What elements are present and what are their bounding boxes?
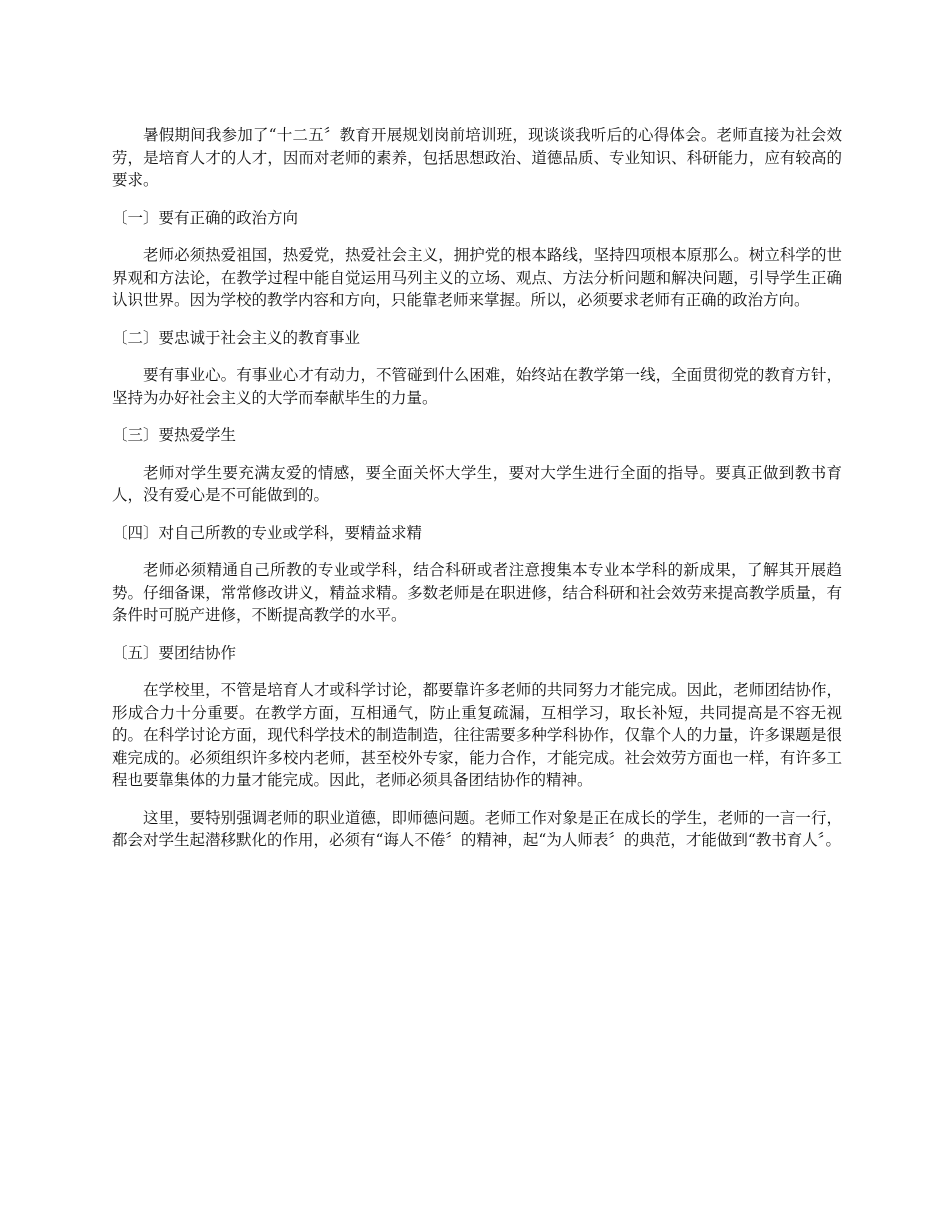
document-page bbox=[112, 124, 842, 867]
section-heading-2: 〔二〕要忠诚于社会主义的教育事业 bbox=[112, 328, 361, 347]
section-heading-5: 〔五〕要团结协作 bbox=[112, 643, 237, 662]
section-body-3: 老师对学生要充满友爱的情感，要全面关怀大学生，要对大学生进行全面的指导。要真正做到教书育人，没有爱心是不可能做到的。 bbox=[112, 463, 842, 504]
intro-paragraph: 暑假期间我参加了“十二五〞教育开展规划岗前培训班，现谈谈我听后的心得体会。老师直接为社会效劳，是培育人才的人才，因而对老师的素养，包括思想政治、道德品质、专业知识、科研能力，应有较高的要求。 bbox=[112, 126, 842, 189]
conclusion-paragraph: 这里，要特别强调老师的职业道德，即师德问题。老师工作对象是正在成长的学生，老师的一言一行，都会对学生起潜移默化的作用，必须有“诲人不倦〞的精神，起“为人师表〞的典范，才能做到“教书育人〞。 bbox=[112, 808, 842, 849]
section-body-2: 要有事业心。有事业心才有动力，不管碰到什么困难，始终站在教学第一线，全面贯彻党的教育方针，坚持为办好社会主义的大学而奉献毕生的力量。 bbox=[112, 366, 842, 407]
section-body-5: 在学校里，不管是培育人才或科学讨论，都要靠许多老师的共同努力才能完成。因此，老师团结协作，形成合力十分重要。在教学方面，互相通气，防止重复疏漏，互相学习，取长补短，共同提高是不容无视的。在科学讨论方面，现代科学技术的制造制造，往往需要多种学科协作，仅靠个人的力量，许多课题是很难完成的。必须组织许多校内老师，甚至校外专家，能力合作，才能完成。社会效劳方面也一样，有许多工程也要靠集体的力量才能完成。因此，老师必须具备团结协作的精神。 bbox=[112, 681, 842, 789]
section-heading-4: 〔四〕对自己所教的专业或学科，要精益求精 bbox=[112, 523, 423, 542]
section-body-1: 老师必须热爱祖国，热爱党，热爱社会主义，拥护党的根本路线，坚持四项根本原那么。树立科学的世界观和方法论，在教学过程中能自觉运用马列主义的立场、观点、方法分析问题和解决问题，引导学生正确认识世界。因为学校的教学内容和方向，只能靠老师来掌握。所以，必须要求老师有正确的政治方向。 bbox=[112, 246, 842, 309]
section-body-4: 老师必须精通自己所教的专业或学科，结合科研或者注意搜集本专业本学科的新成果，了解其开展趋势。仔细备课，常常修改讲义，精益求精。多数老师是在职进修，结合科研和社会效劳来提高教学质量，有条件时可脱产进修，不断提高教学的水平。 bbox=[112, 561, 842, 624]
section-heading-3: 〔三〕要热爱学生 bbox=[112, 426, 237, 444]
section-heading-1: 〔一〕要有正确的政治方向 bbox=[112, 208, 299, 227]
